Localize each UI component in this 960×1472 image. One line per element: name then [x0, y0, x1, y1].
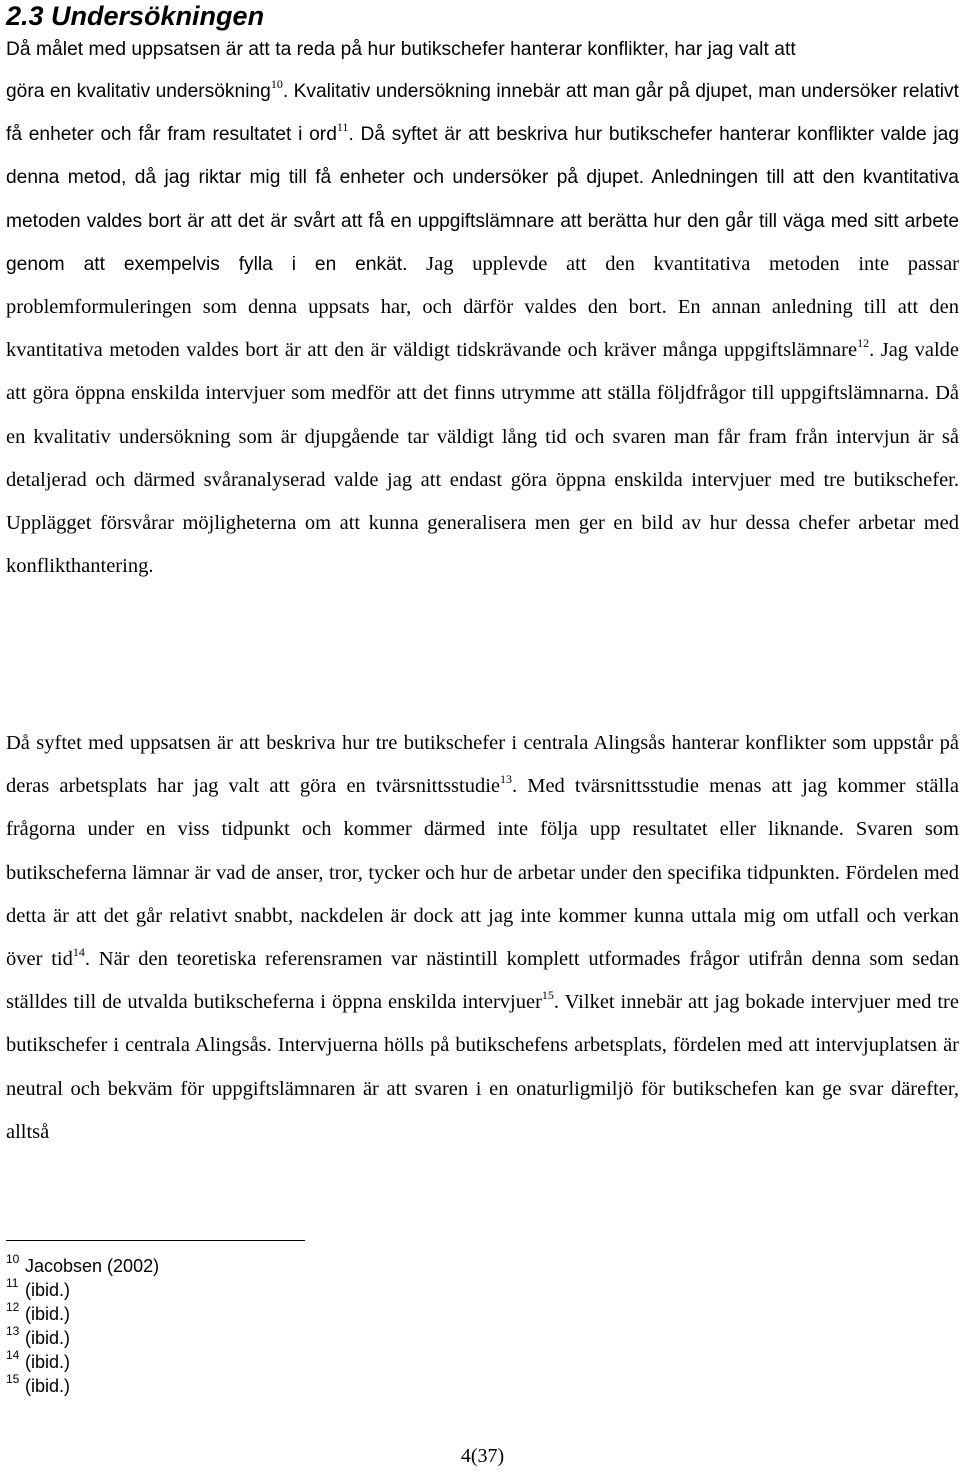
paragraph-1-serif-run: Jag upplevde att den kvantitativa metoden inte passar problemformuleringen som denna uppsats har, och därför valdes den bort. En annan anledning till att den kvantitativa metoden valdes bort är att den är väldigt tidskrävande och kräver många uppgiftslämnare: [6, 252, 959, 362]
footnote-item: 10 Jacobsen (2002): [6, 1252, 160, 1276]
footnote-text: Jacobsen (2002): [25, 1256, 160, 1276]
footnote-text: (ibid.): [25, 1280, 71, 1300]
footnote-text: (ibid.): [25, 1304, 71, 1324]
page-number: 4(37): [460, 1445, 505, 1467]
footnote-list: [6, 1254, 159, 1398]
footnote-ref-12: 12: [857, 336, 870, 351]
paragraph-1-sans-run: göra en kvalitativ undersökning: [6, 81, 271, 102]
footnote-text: (ibid.): [25, 1328, 71, 1348]
footnote-ref-10: 10: [270, 77, 283, 91]
footnote-ref-14: 14: [72, 945, 85, 960]
paragraph-1: [6, 70, 959, 588]
footnote-item: 15 (ibid.): [6, 1372, 71, 1396]
paragraph-1-sans-run: . Då syftet är att beskriva hur butikschefer hanterar konflikter valde jag denna metod, då jag riktar mig till få enheter och undersöker på djupet.: [6, 124, 959, 189]
paragraph-1-serif-run: . Jag valde att göra öppna enskilda intervjuer som medför att det finns utrymme att ställa följdfrågor till uppgiftslämnarna. Då en kvalitativ undersökning som är djupgående tar väldigt lång tid och svaren man får fram från intervjun är så detaljerad och därmed svåranalyserad valde jag att endast göra öppna enskilda intervjuer med tre butikschefer. Upplägget försvårar möjligheterna om att kunna generalisera men ger en bild av hur dessa chefer arbetar med konflikthantering.: [6, 339, 959, 578]
footnote-ref-13: 13: [500, 772, 513, 787]
paragraph-2-run: . Med tvärsnittsstudie menas att jag kommer ställa frågorna under en viss tidpunkt och kommer därmed inte följa upp resultatet eller liknande. Svaren som butikscheferna lämnar är vad de anser, tror, tycker och hur de arbetar under den specifika tidpunkten. Fördelen med detta är att det går relativt snabbt, nackdelen är dock att jag inte kommer kunna uttala mig om utfall och verkan över tid: [6, 775, 959, 971]
footnote-ref-15: 15: [541, 988, 554, 1003]
footnote-separator: [6, 1240, 305, 1241]
footnote-text: (ibid.): [25, 1352, 71, 1372]
paragraph-2-run: . När den teoretiska referensramen var nästintill komplett utformades frågor utifrån denna som sedan ställdes till de utvalda butikscheferna i öppna enskilda intervjuer: [6, 948, 959, 1014]
section-heading: 2.3 Undersökningen: [6, 1, 265, 31]
paragraph-2-run: . Vilket innebär att jag bokade intervjuer med tre butikschefer i centrala Alingsås. Intervjuerna hölls på butikschefens arbetsplats, fördelen med att intervjuplatsen är neutral och bekväm för uppgiftslämnaren är att svaren i en onaturligmiljö för butikschefen kan ge svar därefter, alltså: [6, 991, 959, 1143]
footnote-item: 11 (ibid.): [6, 1276, 71, 1300]
footnote-text: (ibid.): [25, 1376, 71, 1396]
footnote-item: 14 (ibid.): [6, 1348, 71, 1372]
footnote-item: 12 (ibid.): [6, 1300, 71, 1324]
footnote-ref-11: 11: [336, 120, 349, 135]
footnote-item: 13 (ibid.): [6, 1324, 71, 1348]
paragraph-2-run: Då syftet med uppsatsen är att beskriva hur tre butikschefer i centrala Alingsås hanterar konflikter som uppstår på deras arbetsplats har jag valt att göra en tvärsnittsstudie: [6, 732, 959, 798]
paragraph-1-first-line: Då målet med uppsatsen är att ta reda på hur butikschefer hanterar konflikter, har jag valt att: [6, 39, 796, 60]
paragraph-1-sans-run: Anledningen till att den kvantitativa metoden valdes bort är att det är svårt att få en uppgiftslämnare att berätta hur den går till väga med sitt arbete genom att exempelvis fylla i en enkät.: [6, 167, 959, 275]
paragraph-2: [6, 722, 959, 1154]
paragraph-1-sans-run: . Kvalitativ undersökning innebär att man går på djupet, man undersöker relativt få enheter och får fram resultatet i ord: [6, 81, 959, 146]
